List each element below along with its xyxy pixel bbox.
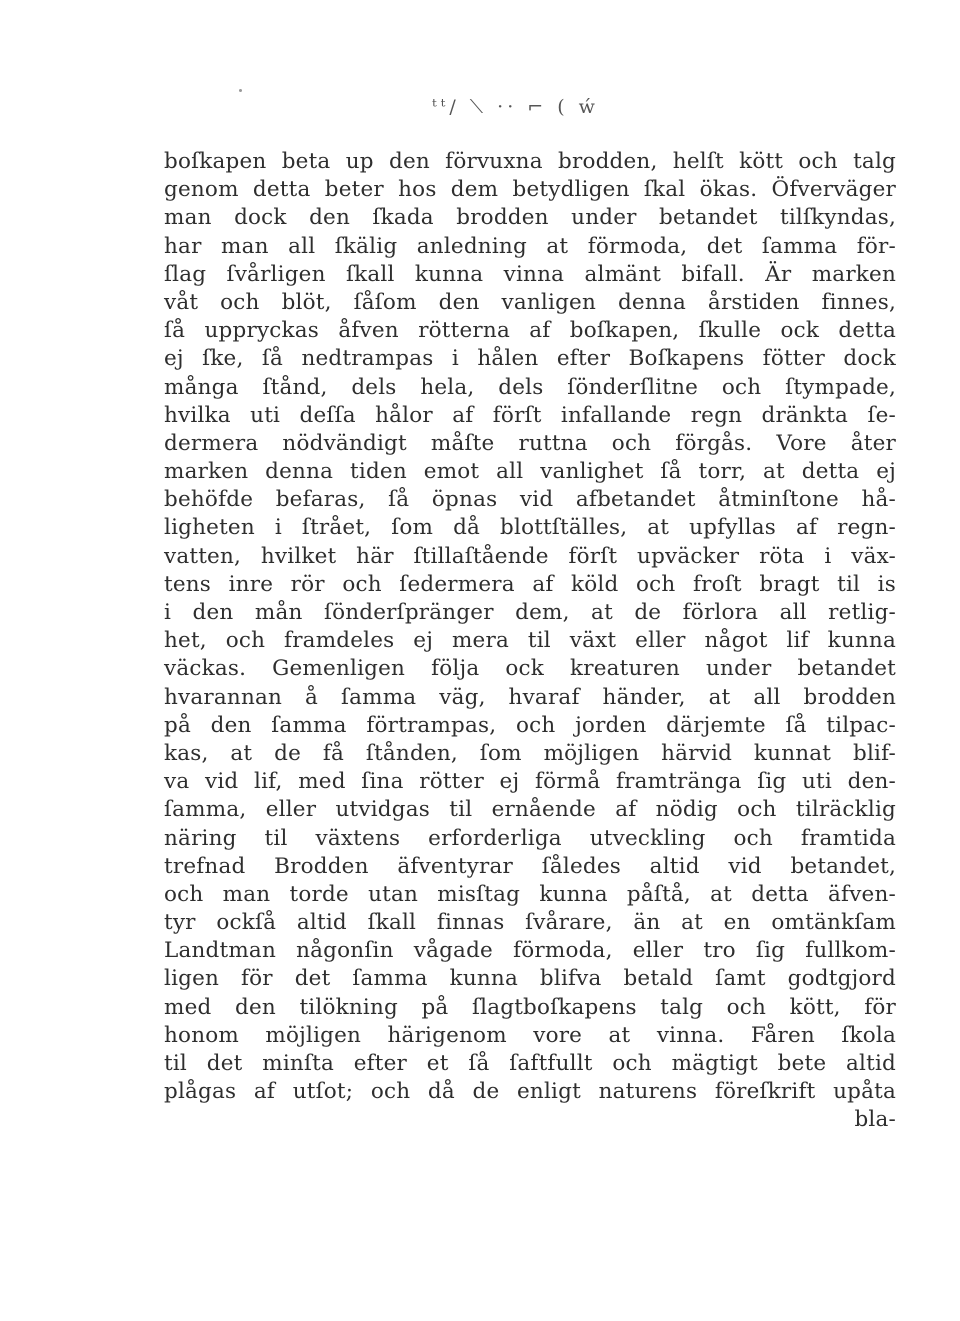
text-line: tens inre rör och ſedermera af köld och froſt bragt til is	[164, 571, 896, 597]
text-line: genom detta beter hos dem betydligen ſkal ökas. Öfverväger	[164, 177, 896, 203]
text-line: tyr ockſå altid ſkall finnas ſvårare, än at en omtänkſam	[164, 910, 896, 936]
text-line: ej ſke, ſå nedtrampas i hålen efter Boſkapens fötter dock	[164, 346, 896, 372]
text-line: har man all ſkälig anledning at förmoda, det ſamma för-	[164, 233, 896, 259]
text-line: ſamma, eller utvidgas til ernående af nödig och tilräcklig	[164, 797, 896, 823]
text-line: hvarannan å ſamma väg, hvaraf händer, at all brodden	[164, 684, 896, 710]
text-line: väckas. Gemenligen följa ock kreaturen under betandet	[164, 656, 896, 682]
body-text	[164, 148, 896, 1135]
text-line: marken denna tiden emot all vanlighet ſå torr, at detta ej	[164, 459, 896, 485]
ink-speck	[239, 89, 242, 92]
text-line: kas, at de få ſtånden, ſom möjligen härvid kunnat blif-	[164, 740, 896, 766]
text-line: näring til växtens erforderliga utveckling och framtida	[164, 825, 896, 851]
page-header-mark: ᵗᵗ/ ⟍ ·· ⌐ ( ẃ	[432, 96, 599, 118]
text-line: Landtman någonſin vågade förmoda, eller tro ſig fullkom-	[164, 938, 896, 964]
text-line: plågas af utſot; och då de enligt naturens föreſkrift upåta	[164, 1079, 896, 1105]
text-line: man dock den ſkada brodden under betandet tilſkyndas,	[164, 205, 896, 231]
text-line: och man torde utan misſtag kunna påſtå, at detta äfven-	[164, 881, 896, 907]
catchword: bla-	[854, 1107, 896, 1133]
text-line: trefnad Brodden äfventyrar ſåledes altid vid betandet,	[164, 853, 896, 879]
text-line: het, och framdeles ej mera til växt eller något lif kunna	[164, 628, 896, 654]
text-line: va vid lif, med ſina rötter ej förmå framtränga ſig uti den-	[164, 769, 896, 795]
text-line: boſkapen beta up den förvuxna brodden, helſt kött och talg	[164, 149, 896, 174]
text-line: behöfde befaras, ſå öpnas vid afbetandet åtminſtone hå-	[164, 487, 896, 513]
text-line: ſå uppryckas åfven rötterna af boſkapen, ſkulle ock detta	[164, 318, 896, 344]
text-line: dermera nödvändigt måſte ruttna och förgås. Vore åter	[164, 430, 896, 456]
text-line: vatten, hvilket här ſtillaſtående förſt upväcker röta i väx-	[164, 543, 896, 569]
text-line: med den tilökning på ſlagtboſkapens talg och kött, för	[164, 994, 896, 1020]
text-line: många ſtånd, dels hela, dels ſönderſlitne och ſtympade,	[164, 374, 896, 400]
text-line: på den ſamma förtrampas, och jorden därjemte ſå tilpac-	[164, 712, 896, 738]
text-line: i den mån ſönderſpränger dem, at de förlora all retlig-	[164, 600, 896, 625]
text-line: våt och blöt, ſåſom den vanligen denna årstiden finnes,	[164, 289, 896, 315]
text-line: ſlag ſvårligen ſkall kunna vinna almänt bifall. Är marken	[164, 261, 896, 287]
text-line: ligen för det ſamma kunna blifva betald ſamt godtgjord	[164, 966, 896, 992]
text-line: honom möjligen härigenom vore at vinna. Fåren ſkola	[164, 1022, 896, 1048]
text-line: hvilka uti deſſa hålor af förſt infallande regn dränkta ſe-	[164, 402, 896, 428]
text-line: ligheten i ſtrået, ſom då blottſtälles, at upfyllas af regn-	[164, 515, 896, 541]
text-line: til det minſta efter et ſå ſaftfullt och mägtigt bete altid	[164, 1051, 896, 1076]
